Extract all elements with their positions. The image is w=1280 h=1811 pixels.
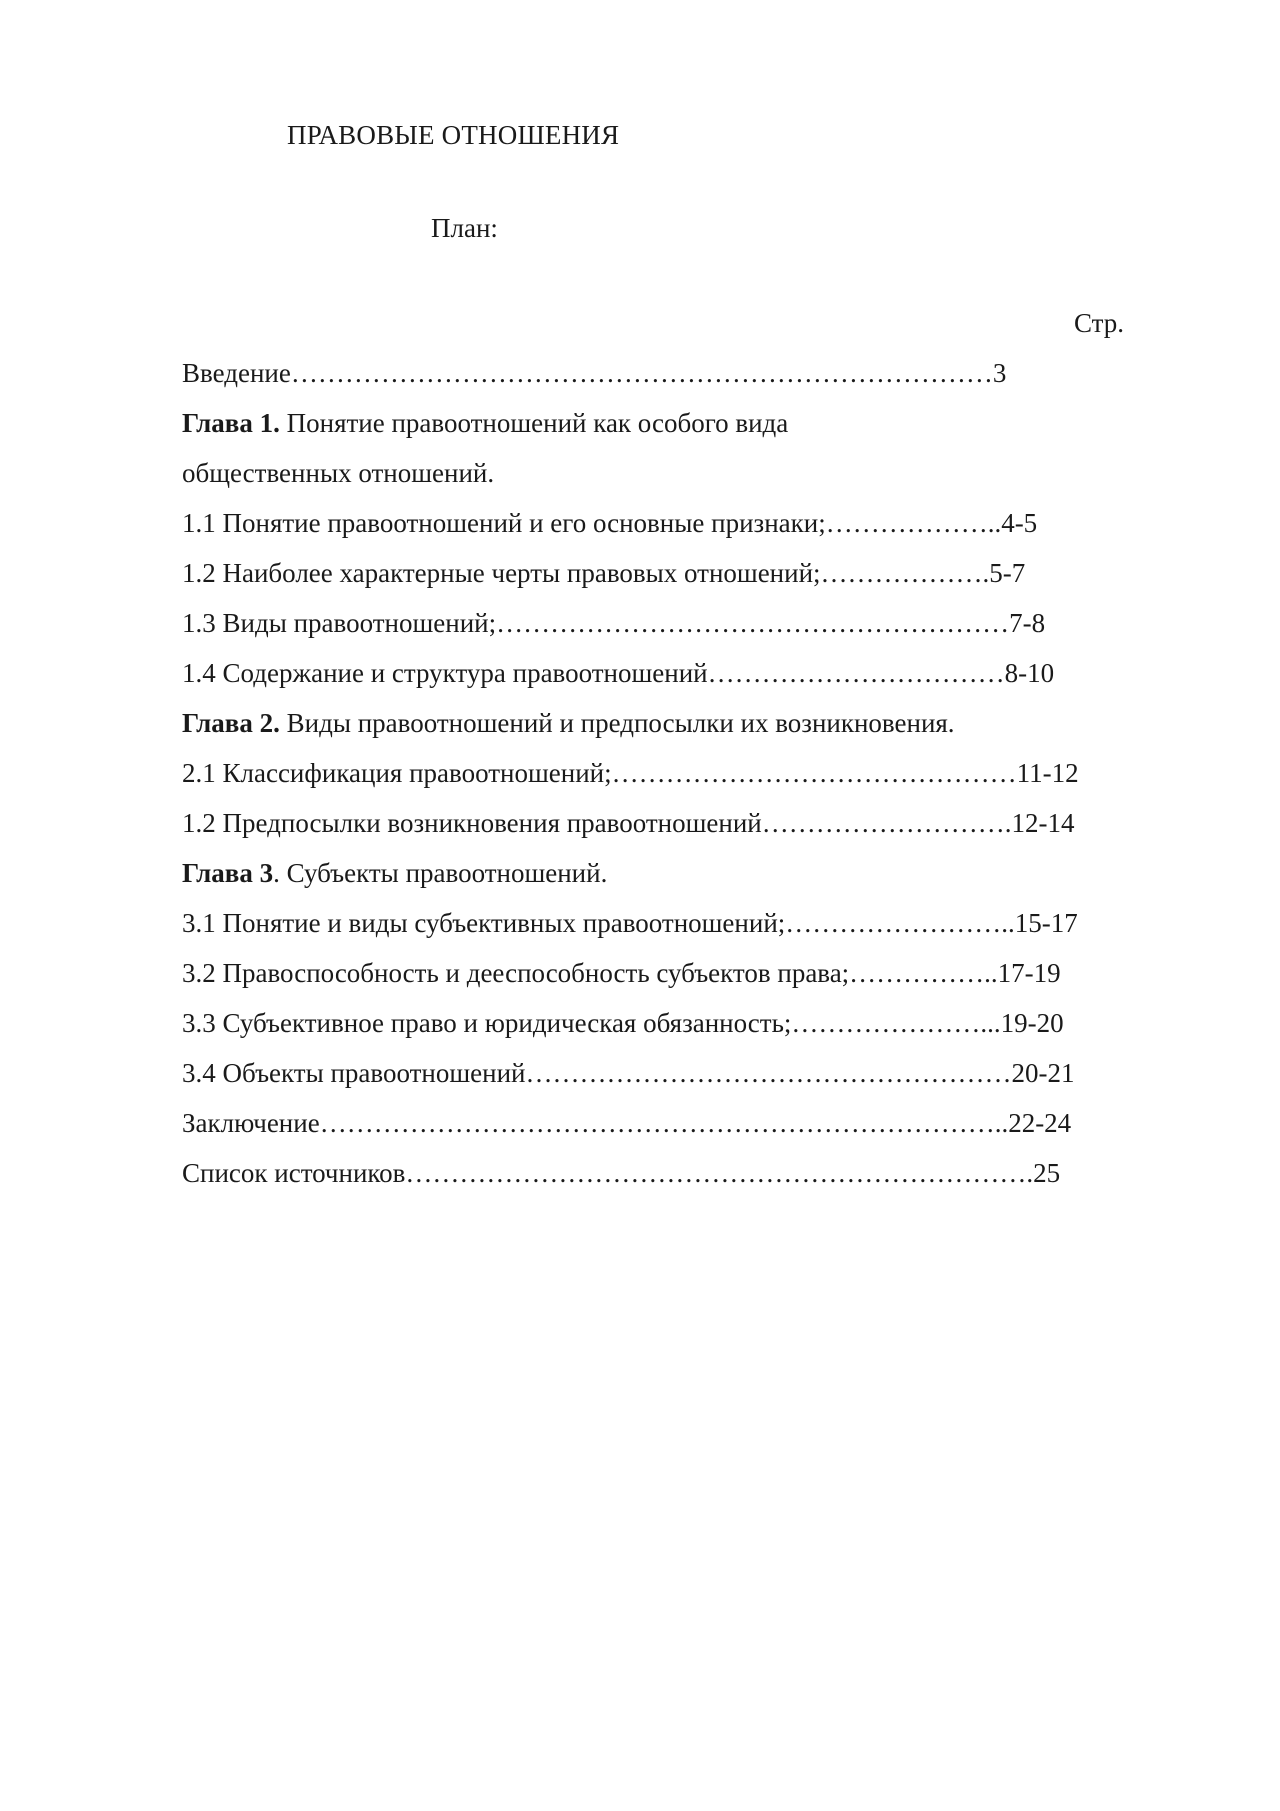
- toc-entry-text: Список источников…………………………………………………………….25: [182, 1158, 1061, 1188]
- toc-chapter-1-continued: [182, 458, 494, 489]
- toc-entry-text: 1.1 Понятие правоотношений и его основные признаки;………………..4-5: [182, 508, 1038, 538]
- toc-chapter-number: Глава 1.: [182, 408, 280, 438]
- toc-entry-text: Виды правоотношений и предпосылки их возникновения.: [279, 708, 955, 738]
- toc-chapter-1: [182, 408, 788, 439]
- toc-entry-sources: [182, 1158, 1060, 1189]
- toc-chapter-number: Глава 2.: [182, 708, 280, 738]
- toc-entry-1-4: [182, 658, 1054, 689]
- toc-entry-1-2: [182, 558, 1025, 589]
- plan-heading: План:: [431, 213, 498, 243]
- toc-entry-text: 1.3 Виды правоотношений;…………………………………………………7-8: [182, 608, 1046, 638]
- toc-entry-3-2: [182, 958, 1061, 989]
- toc-entry-2-1: [182, 758, 1079, 789]
- toc-entry-text: 2.1 Классификация правоотношений;………………………………………11-12: [182, 758, 1079, 788]
- toc-entry-2-2: [182, 808, 1075, 839]
- toc-entry-text: Введение……………………………………………………………………3: [182, 358, 1007, 388]
- toc-entry-text: Заключение…………………………………………………………………..22-24: [182, 1108, 1072, 1138]
- toc-entry-text: 1.4 Содержание и структура правоотношений……………………………8-10: [182, 658, 1055, 688]
- toc-entry-text: 3.3 Субъективное право и юридическая обязанность;…………………...19-20: [182, 1008, 1064, 1038]
- toc-entry-text: 3.2 Правоспособность и дееспособность субъектов права;……………..17-19: [182, 958, 1061, 988]
- toc-chapter-number: Глава 3: [182, 858, 274, 888]
- page-column-label: Стр.: [1074, 308, 1125, 338]
- toc-entry-text: 1.2 Предпосылки возникновения правоотношений……………………….12-14: [182, 808, 1075, 838]
- toc-entry-text: 3.1 Понятие и виды субъективных правоотношений;……………………..15-17: [182, 908, 1078, 938]
- toc-chapter-3: [182, 858, 607, 889]
- toc-entry-text: . Субъекты правоотношений.: [273, 858, 608, 888]
- toc-entry-text: 1.2 Наиболее характерные черты правовых отношений;……………….5-7: [182, 558, 1026, 588]
- toc-entry-3-3: [182, 1008, 1064, 1039]
- toc-entry-1-1: [182, 508, 1037, 539]
- toc-chapter-2: [182, 708, 955, 739]
- toc-entry-3-4: [182, 1058, 1074, 1089]
- toc-entry-1-3: [182, 608, 1045, 639]
- document-title: ПРАВОВЫЕ ОТНОШЕНИЯ: [287, 120, 620, 150]
- toc-entry-3-1: [182, 908, 1078, 939]
- toc-entry-text: общественных отношений.: [182, 458, 495, 488]
- toc-entry-text: Понятие правоотношений как особого вида: [279, 408, 789, 438]
- toc-entry-conclusion: [182, 1108, 1071, 1139]
- toc-entry-introduction: [182, 358, 1006, 389]
- toc-entry-text: 3.4 Объекты правоотношений………………………………………………20-21: [182, 1058, 1075, 1088]
